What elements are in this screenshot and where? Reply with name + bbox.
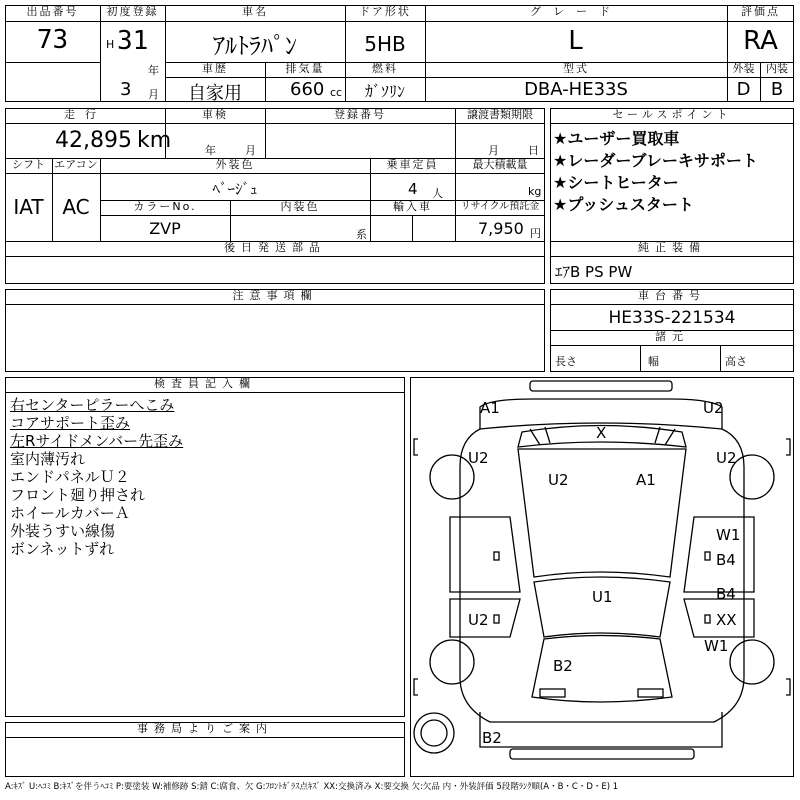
registration-month: 3 [120, 79, 132, 100]
damage-mark: B4 [716, 585, 736, 603]
shift: IAT [13, 195, 44, 219]
inspector-note: ホイールカバーＡ [10, 504, 130, 522]
chassis-number: HE33S-221534 [608, 308, 736, 328]
car-name: ｱﾙﾄﾗﾊﾟﾝ [213, 32, 297, 60]
inspector-note: ボンネットずれ [10, 540, 115, 558]
fuel: ｶﾞｿﾘﾝ [364, 82, 405, 101]
shift-label: シフト [12, 158, 45, 171]
model-code: DBA-HE33S [524, 79, 628, 100]
mileage-label: 走行 [64, 108, 106, 121]
sales-point: ★レーダーブレーキサポート [553, 151, 758, 170]
history: 自家用 [188, 83, 242, 104]
damage-mark: A1 [480, 399, 500, 417]
width-label: 幅 [648, 355, 659, 368]
equipment: ｴｱB PS PW [555, 263, 633, 281]
inspector-notes-list [10, 396, 183, 558]
inspector-note: 外装うすい線傷 [10, 522, 116, 540]
transfer-day-unit: 日 [528, 144, 539, 157]
damage-mark: X [596, 424, 607, 442]
inspection-label: 車検 [202, 108, 228, 121]
lot-number-label: 出品番号 [26, 5, 79, 18]
damage-mark: B4 [716, 551, 736, 569]
inspector-note: 室内薄汚れ [10, 450, 86, 468]
recycle-deposit: 7,950 [478, 219, 524, 238]
transfer-deadline-label: 譲渡書類期限 [467, 108, 533, 121]
color-number: ZVP [149, 219, 181, 238]
mileage: 42,895 [55, 128, 132, 153]
color-number-label: カラーNo. [133, 200, 197, 213]
exterior-grade: D [736, 79, 751, 100]
mileage-unit: km [137, 128, 172, 153]
legend: A:ｷｽﾞ U:ﾍｺﾐ B:ｷｽﾞを伴うﾍｺﾐ P:要塗装 W:補修跡 S:錆 C:腐食、欠 G:ﾌﾛﾝﾄｶﾞﾗｽ点ｷｽﾞ XX:交換済み X:要交換 欠:欠品 内・外装評価 5段階ﾗﾝｸ順(A・B・C・D・E) 1 [5, 782, 619, 792]
interior-grade: B [770, 79, 784, 100]
sales-points-label: セールスポイント [612, 108, 732, 121]
inspection-year-unit: 年 [205, 144, 216, 157]
sales-point: ★プッシュスタート [553, 195, 694, 214]
exterior-color-label: 外装色 [215, 158, 255, 171]
damage-mark: U2 [716, 449, 737, 467]
car-damage-diagram [410, 377, 794, 777]
damage-mark: U2 [548, 471, 569, 489]
exterior-color: ﾍﾞｰｼﾞｭ [212, 180, 258, 198]
exterior-label: 外装 [732, 62, 755, 75]
office-notice-label: 事務局よりご案内 [137, 722, 273, 735]
damage-mark: W1 [716, 526, 741, 544]
score: RA [743, 26, 778, 56]
sales-point: ★シートヒーター [553, 173, 679, 192]
sales-point: ★ユーザー買取車 [553, 129, 680, 148]
year-unit: 年 [148, 64, 159, 77]
grade: L [568, 26, 584, 56]
damage-mark: XX [716, 611, 737, 629]
air-con-label: エアコン [54, 158, 98, 171]
damage-mark: W1 [704, 637, 729, 655]
interior-label: 内装 [766, 62, 788, 75]
inspector-note: 左Rサイドメンバー先歪み [10, 432, 184, 450]
equipment-label: 純正装備 [638, 241, 706, 254]
specs-label: 諸元 [655, 330, 689, 343]
damage-mark: B2 [482, 729, 502, 747]
import-label: 輸入車 [393, 200, 432, 213]
grade-label: グレード [530, 5, 622, 18]
month-unit: 月 [148, 88, 159, 101]
notes-label: 注意事項欄 [232, 289, 318, 302]
inspector-note: エンドパネルＵ２ [10, 468, 130, 486]
inspector-note: フロント廻り押され [10, 486, 146, 504]
transfer-month-unit: 月 [488, 144, 499, 157]
interior-color-label: 内装色 [280, 200, 320, 213]
registration-year: 31 [117, 26, 149, 56]
damage-mark: A1 [636, 471, 656, 489]
history-label: 車歴 [202, 62, 228, 75]
air-con: AC [62, 195, 90, 219]
car-name-label: 車名 [242, 5, 268, 18]
capacity-label: 乗車定員 [386, 158, 439, 171]
damage-mark: U2 [468, 449, 489, 467]
displacement-unit: cc [330, 86, 343, 99]
damage-mark: U1 [592, 588, 613, 606]
score-label: 評価点 [741, 5, 780, 18]
displacement: 660 [290, 79, 325, 100]
recycle-deposit-label: リサイクル預託金 [460, 201, 540, 212]
displacement-label: 排気量 [285, 62, 325, 75]
door-type: 5HB [364, 32, 406, 56]
damage-mark: U2 [468, 611, 489, 629]
damage-mark: U2 [703, 399, 724, 417]
lot-number: 73 [36, 25, 69, 55]
inspector-note: 右センターピラーへこみ [10, 396, 175, 414]
model-label: 型式 [563, 62, 589, 75]
inspector-notes-label: 検査員記入欄 [154, 377, 256, 390]
later-parts-label: 後日発送部品 [224, 241, 326, 254]
inspector-note: コアサポート歪み [10, 414, 131, 432]
height-label: 高さ [725, 355, 747, 368]
inspection-month-unit: 月 [245, 144, 256, 157]
length-label: 長さ [555, 355, 577, 368]
recycle-unit: 円 [530, 227, 541, 240]
damage-mark: B2 [553, 657, 573, 675]
era: H [106, 38, 115, 51]
capacity: 4 [408, 180, 418, 198]
interior-color-unit: 系 [356, 228, 367, 241]
fuel-label: 燃料 [372, 62, 398, 75]
chassis-number-label: 車台番号 [638, 289, 706, 302]
capacity-unit: 人 [432, 187, 443, 200]
registration-number-label: 登録番号 [334, 108, 386, 121]
max-load-unit: kg [528, 185, 542, 198]
max-load-label: 最大積載量 [472, 158, 528, 171]
door-label: ドア形状 [359, 5, 411, 18]
first-registration-label: 初度登録 [106, 5, 159, 18]
